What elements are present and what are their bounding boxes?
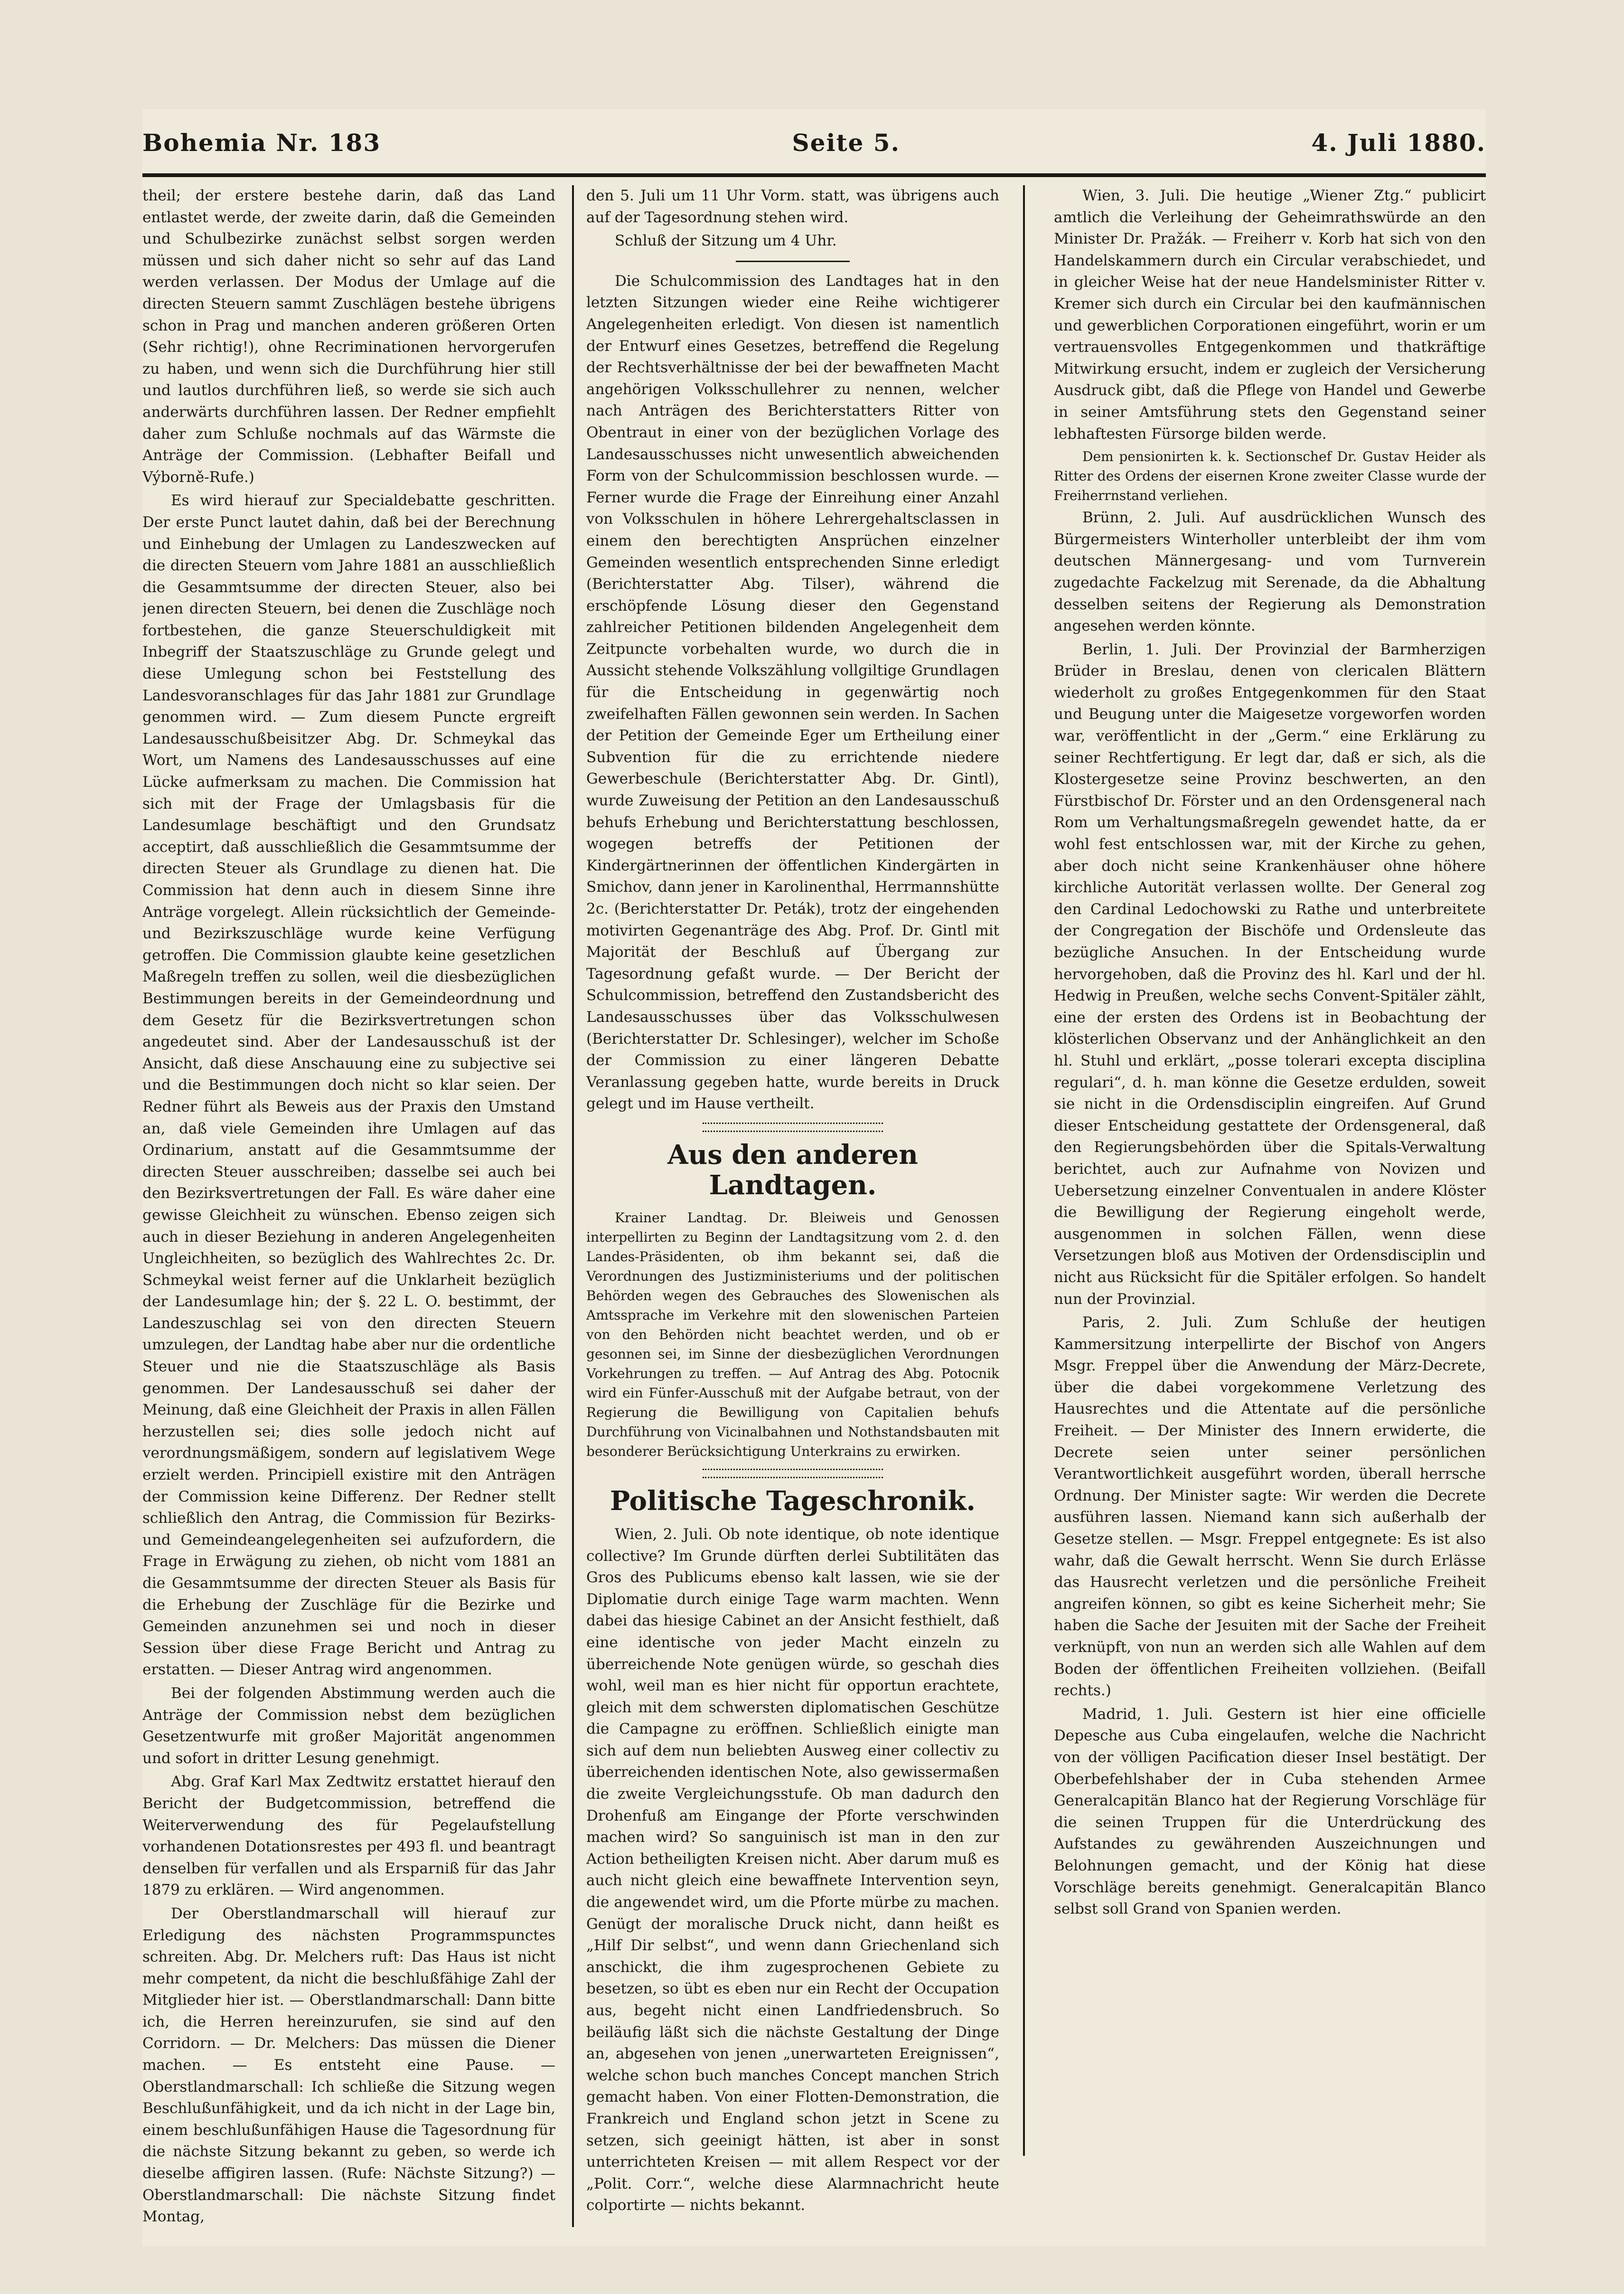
article-paragraph: Der Oberstlandmarschall will hierauf zur Erledigung des nächsten Programmspunctes schreiten. Abg. Dr. Melchers ruft: Das Haus ist nicht mehr competent, da nicht die beschlußfähige Zahl der Mitglieder hier ist. — Oberstlandmarschall: Dann bitte ich, die Herren hereinzurufen, sie sind auf den Corridorn. — Dr. Melchers: Das müssen die Diener machen. — Es entsteht eine Pause. — Oberstlandmarschall: Ich schließe die Sitzung wegen Beschlußunfähigkeit, und da ich nicht in der Lage bin, einem beschlußunfähigen Hause die Tagesordnung für die nächste Sitzung bekannt zu geben, so werde ich dieselbe affigiren lassen. (Rufe: Nächste Sitzung?) — Oberstlandmarschall: Die nächste Sitzung findet Montag, [142,1905,555,2226]
article-paragraph: Brünn, 2. Juli. Auf ausdrücklichen Wunsch des Bürgermeisters Winterholler unterbleibt der ihm vom deutschen Männergesang- und vom Turnverein zugedachte Fackelzug mit Serenade, da die Abhaltung desselben seitens der Regierung als Demonstration angesehen werden könnte. [1054,509,1486,635]
article-paragraph: Bei der folgenden Abstimmung werden auch die Anträge der Commission nebst dem bezüglichen Gesetzentwurfe mit großer Majorität angenommen und sofort in dritter Lesung genehmigt. [142,1684,555,1767]
column-2 [586,185,999,2227]
article-paragraph: Abg. Graf Karl Max Zedtwitz erstattet hierauf den Bericht der Budgetcommission, betreffend die Weiterverwendung des für Pegelaufstellung vorhandenen Dotationsrestes per 493 fl. und beantragt denselben für verfallen und als Ersparniß für das Jahr 1879 zu erklären. — Wird angenommen. [142,1773,555,1899]
column-divider [1023,185,1025,2156]
newspaper-page [142,109,1486,2246]
article-paragraph: Madrid, 1. Juli. Gestern ist hier eine officielle Depesche aus Cuba eingelaufen, welche die Nachricht von der völligen Pacification dieser Insel bestätigt. Der Oberbefehlshaber der in Cuba stehenden Armee Generalcapitän Blanco hat der Regierung Vorschläge für die seinen Truppen für die Unterdrückung des Aufstandes zu gewährenden Auszeichnungen und Belohnungen gemacht, und der König hat diese Vorschläge bereits genehmigt. Generalcapitän Blanco selbst soll Grand von Spanien werden. [1054,1705,1486,1918]
article-paragraph: Die Schulcommission des Landtages hat in den letzten Sitzungen wieder eine Reihe wichtigerer Angelegenheiten erledigt. Von diesen ist namentlich der Entwurf eines Gesetzes, betreffend die Regelung der Rechtsverhältnisse der bei der bewaffneten Macht angehörigen Volksschullehrer zu nennen, welcher nach Anträgen des Berichterstatters Ritter von Obentraut in einer von der bezüglichen Vorlage des Landesausschusses nicht unwesentlich abweichenden Form von der Schulcommission beschlossen wurde. — Ferner wurde die Frage der Einreihung einer Anzahl von Volksschulen in höhere Lehrergehaltsclassen in einem den berechtigten Ansprüchen einzelner Gemeinden wesentlich entsprechenden Sinne erledigt (Berichterstatter Abg. Tilser), während die erschöpfende Lösung dieser den Gegenstand zahlreicher Petitionen bildenden Angelegenheit dem Zeitpuncte vorbehalten wurde, wo durch die in Aussicht stehende Volkszählung vollgiltige Grundlagen für die Entscheidung in gegenwärtig noch zweifelhaften Fällen gewonnen sein werden. In Sachen der Petition der Gemeinde Eger um Ertheilung einer Subvention für die zu errichtende niedere Gewerbeschule (Berichterstatter Abg. Dr. Gintl), wurde Zuweisung der Petition an den Landesausschuß behufs Erhebung und Berichterstattung beschlossen, wogegen betreffs der Petitionen der Kindergärtnerinnen der öffentlichen Kindergärten in Smichov, dann jener in Karolinenthal, Herrmannshütte 2c. (Berichterstatter Dr. Peták), trotz der eingehenden motivirten Gegenanträge des Abg. Prof. Dr. Gintl mit Majorität der Beschluß auf Übergang zur Tagesordnung gefaßt wurde. — Der Bericht der Schulcommission, betreffend den Zustandsbericht des Landesausschusses über das Volksschulwesen (Berichterstatter Dr. Schlesinger), welcher im Schoße der Commission zu einer längeren Debatte Veranlassung gegeben hatte, wurde bereits in Druck gelegt und im Hause vertheilt. [586,272,999,1113]
ornamental-separator [703,1469,883,1478]
header-date: 4. Juli 1880. [1311,128,1486,157]
page-header [142,119,1486,166]
article-paragraph: Es wird hierauf zur Specialdebatte geschritten. Der erste Punct lautet dahin, daß bei der Berechnung und Einhebung der Umlagen zu Landeszwecken auf die directen Steuern vom Jahre 1881 an ausschließlich die Gesammtsumme der directen Steuer, also bei jenen directen Steuern, bei denen die Zuschläge noch fortbestehen, die ganze Steuerschuldigkeit mit Inbegriff der Staatszuschläge zu Grunde gelegt und diese Umlegung schon bei Feststellung des Landesvoranschlages für das Jahr 1881 zur Grundlage genommen wird. — Zum diesem Puncte ergreift Landesausschußbeisitzer Abg. Dr. Schmeykal das Wort, um Namens des Landesausschusses auf eine Lücke aufmerksam zu machen. Die Commission hat sich mit der Frage der Umlagsbasis für die Landesumlage beschäftigt und den Grundsatz acceptirt, daß ausschließlich die Gesammtsumme der directen Steuer als Grundlage zu dienen hat. Die Commission hat denn auch in diesem Sinne ihre Anträge vorgelegt. Allein rücksichtlich der Gemeinde- und Bezirkszuschläge wurde keine Verfügung getroffen. Die Commission glaubte keine gesetzlichen Maßregeln treffen zu sollen, weil die diesbezüglichen Bestimmungen bereits in der Gemeindeordnung und dem Gesetz für die Bezirksvertretungen schon angedeutet sind. Aber der Landesausschuß ist der Ansicht, daß diese Anschauung eine zu subjective sei und die Bestimmungen doch nicht so klar seien. Der Redner führt als Beweis aus der Praxis den Umstand an, daß viele Gemeinden ihre Umlagen auf das Ordinarium, anstatt auf die Gesammtsumme der directen Steuer ausschreiben; dasselbe sei auch bei den Bezirksvertretungen der Fall. Es wäre daher eine gewisse Gleichheit zu wünschen. Ebenso zeigen sich auch in dieser Beziehung in anderen Angelegenheiten Ungleichheiten, so bezüglich des Wahlrechtes 2c. Dr. Schmeykal weist ferner auf die Unklarheit bezüglich der Landesumlage hin; der §. 22 L. O. bestimmt, der Landeszuschlag sei von den directen Steuern umzulegen, der Landtag habe aber nur die ordentliche Steuer und nie die Staatszuschläge als Basis genommen. Der Landesausschuß sei daher der Meinung, daß eine Gleichheit der Praxis in allen Fällen herzustellen sei; dies solle jedoch nicht auf verordnungsmäßigem, sondern auf legislativem Wege erzielt werden. Principiell existire mit den Anträgen der Commission keine Differenz. Der Redner stellt schließlich den Antrag, die Commission für Bezirks- und Gemeindeangelegenheiten sei aufzufordern, die Frage in Erwägung zu ziehen, ob nicht vom 1881 an die Gesammtsumme der directen Steuer als Basis für die Erhebung der Zuschläge für die Bezirke und Gemeinden anzunehmen sei und noch in dieser Session über diese Frage Bericht und Antrag zu erstatten. — Dieser Antrag wird angenommen. [142,492,555,1679]
separator-rule [736,261,850,262]
article-paragraph: Wien, 2. Juli. Ob note identique, ob note identique collective? Im Grunde dürften derlei Subtilitäten das Gros des Publicums ebenso kalt lassen, wie sie der Diplomatie durch einige Tage warm machten. Wenn dabei das hiesige Cabinet an der Ansicht festhielt, daß eine identische von jeder Macht einzeln zu überreichende Note genügen würde, so geschah dies wohl, weil man es hier nicht für opportun erachtete, gleich mit dem schwersten diplomatischen Geschütze die Campagne zu eröffnen. Schließlich einigte man sich auf dem nun beliebten Ausweg einer collectiv zu überreichenden identischen Note, also gewissermaßen die zweite Vergleichungsstufe. Ob man dadurch den Drohenfuß am Eingange der Pforte verschwinden machen wird? So sanguinisch ist man in den zur Action betheiligten Kreisen nicht. Aber darum muß es auch nicht gleich eine bewaffnete Intervention seyn, die angewendet wird, um die Pforte mürbe zu machen. Genügt der moralische Druck nicht, dann heißt es „Hilf Dir selbst“, und wenn dann Griechenland sich anschickt, die ihm zugesprochenen Gebiete zu besetzen, so übt es eben nur ein Recht der Occupation aus, begeht nicht einen Landfriedensbruch. So beiläufig läßt sich die nächste Gestaltung der Dinge an, abgesehen von jenen „unerwarteten Ereignissen“, welche schon buch manches Concept manchen Strich gemacht haben. Von einer Flotten-Demonstration, die Frankreich und England schon jetzt in Scene zu setzen, sich geeinigt hätten, ist aber in sonst unterrichteten Kreisen — mit allem Respect vor der „Polit. Corr.“, welche diese Alarmnachricht heute colportirte — nichts bekannt. [586,1525,999,2214]
column-1 [142,185,555,2227]
ornamental-separator [703,1123,883,1132]
column-3 [1054,185,1486,2227]
article-paragraph: Wien, 3. Juli. Die heutige „Wiener Ztg.“ publicirt amtlich die Verleihung der Geheimrathswürde an den Minister Dr. Pražák. — Freiherr v. Korb hat sich von den Handelskammern durch ein Circular verabschiedet, und in gleicher Weise hat der neue Handelsminister Ritter v. Kremer sich durch ein Circular bei den kaufmännischen und gewerblichen Corporationen eingeführt, worin er um vertrauensvolles Entgegenkommen und thatkräftige Mitwirkung ersucht, indem er zugleich der Versicherung Ausdruck gibt, daß die Pflege von Handel und Gewerbe in seiner Amtsführung stets den Gegenstand seiner lebhaftesten Fürsorge bilden werde. [1054,187,1486,443]
article-paragraph: den 5. Juli um 11 Uhr Vorm. statt, was übrigens auch auf der Tagesordnung stehen wird. [586,187,999,226]
header-newspaper-issue: Bohemia Nr. 183 [142,128,381,157]
article-paragraph: Paris, 2. Juli. Zum Schluße der heutigen Kammersitzung interpellirte der Bischof von Angers Msgr. Freppel über die Anwendung der März-Decrete, über die dabei vorgekommene Verletzung des Hausrechtes und die Attentate auf die persönliche Freiheit. — Der Minister des Innern erwiderte, die Decrete seien unter seiner persönlichen Verantwortlichkeit ausgeführt worden, überall herrsche Ordnung. Der Minister sagte: Wir werden die Decrete ausführen lassen. Niemand kann sich außerhalb der Gesetze stellen. — Msgr. Freppel entgegnete: Es ist also wahr, daß die Gewalt herrscht. Wenn Sie durch Erlässe das Hausrecht verletzen und die persönliche Freiheit angreifen können, so gibt es keine Sicherheit mehr; Sie haben die Sache der Jesuiten mit der Sache der Freiheit verknüpft, von nun an werden sich alle Wahlen auf dem Boden der öffentlichen Freiheiten vollziehen. (Beifall rechts.) [1054,1314,1486,1699]
article-paragraph: Berlin, 1. Juli. Der Provinzial der Barmherzigen Brüder in Breslau, denen von clericalen Blättern wiederholt zu großes Entgegenkommen für den Staat und Beugung unter die Maigesetze vorgeworfen worden war, veröffentlicht in der „Germ.“ eine Erklärung zu seiner Rechtfertigung. Er legt dar, daß er sich, als die Klostergesetze seine Provinz beschwerten, an den Fürstbischof Dr. Förster und an den Ordensgeneral nach Rom um Verhaltungsmaßregeln gewendet hatte, da er wohl fest entschlossen war, mit der Kirche zu gehen, aber doch nicht seine Krankenhäuser ohne höhere kirchliche Autorität verlassen wollte. Der General zog den Cardinal Ledochowski zu Rathe und unterbreitete der Congregation der Bischöfe und Ordensleute das bezügliche Ansuchen. In der Entscheidung wurde hervorgehoben, daß die Provinz des hl. Karl und der hl. Hedwig in Preußen, welche sechs Convent-Spitäler zählt, eine der ersten des Ordens ist in Beobachtung der klösterlichen Observanz und der Anhänglichkeit an den hl. Stuhl und erklärt, „posse tolerari excepta disciplina regulari“, d. h. man könne die Gesetze erdulden, soweit sie nicht in die Ordensdisciplin eingreifen. Auf Grund dieser Entscheidung gestattete der Ordensgeneral, daß den Regierungsbehörden über die Spitals-Verwaltung berichtet, auch zur Aufnahme von Novizen und Uebersetzung einzelner Conventualen in andere Klöster die Bewilligung der Regierung eingeholt werde, ausgenommen in solchen Fällen, wenn diese Versetzungen bloß aus Motiven der Ordensdisciplin und nicht aus Rücksicht für die Spitäler erfolgen. So handelt nun der Provinzial. [1054,641,1486,1308]
article-paragraph: Krainer Landtag. Dr. Bleiweis und Genossen interpellirten zu Beginn der Landtagsitzung vom 2. d. den Landes-Präsidenten, ob ihm bekannt sei, daß die Verordnungen des Justizministeriums und der politischen Behörden wegen des Gebrauches des Slowenischen als Amtssprache im Verkehre mit den slowenischen Parteien von den Behörden nicht beachtet werden, und ob er gesonnen sei, im Sinne der diesbezüglichen Verordnungen Vorkehrungen zu treffen. — Auf Antrag des Abg. Potocnik wird ein Fünfer-Ausschuß mit der Aufgabe betraut, von der Regierung die Bewilligung von Capitalien behufs Durchführung von Vicinalbahnen und Nothstandsbauten mit besonderer Berücksichtigung Unterkrains zu erwirken. [586,1209,999,1459]
header-rule [142,173,1486,177]
section-title-political-chronicle: Politische Tageschronik. [610,1485,976,1517]
section-title-other-diets: Aus den anderen Landtagen. [667,1139,918,1201]
article-paragraph: theil; der erstere bestehe darin, daß das Land entlastet werde, der zweite darin, daß die Gemeinden und Schulbezirke zunächst selbst sorgen werden müssen und sich daher nicht so sehr auf das Land werden verlassen. Der Modus der Umlage auf die directen Steuern sammt Zuschlägen bestehe übrigens schon in Prag und manchen anderen größeren Orten (Sehr richtig!), ohne Recriminationen hervorgerufen zu haben, und wenn sich die Durchführung hier still und lautlos durchführen ließ, so werde sie sich auch anderwärts durchführen lassen. Der Redner empfiehlt daher zum Schluße nochmals auf das Wärmste die Anträge der Commission. (Lebhafter Beifall und Výborně-Rufe.) [142,187,555,486]
article-paragraph: Dem pensionirten k. k. Sectionschef Dr. Gustav Heider als Ritter des Ordens der eisernen Krone zweiter Classe wurde der Freiherrnstand verliehen. [1054,449,1486,504]
header-page-number: Seite 5. [792,128,900,157]
article-paragraph: Schluß der Sitzung um 4 Uhr. [615,232,837,250]
column-divider [572,185,574,2227]
